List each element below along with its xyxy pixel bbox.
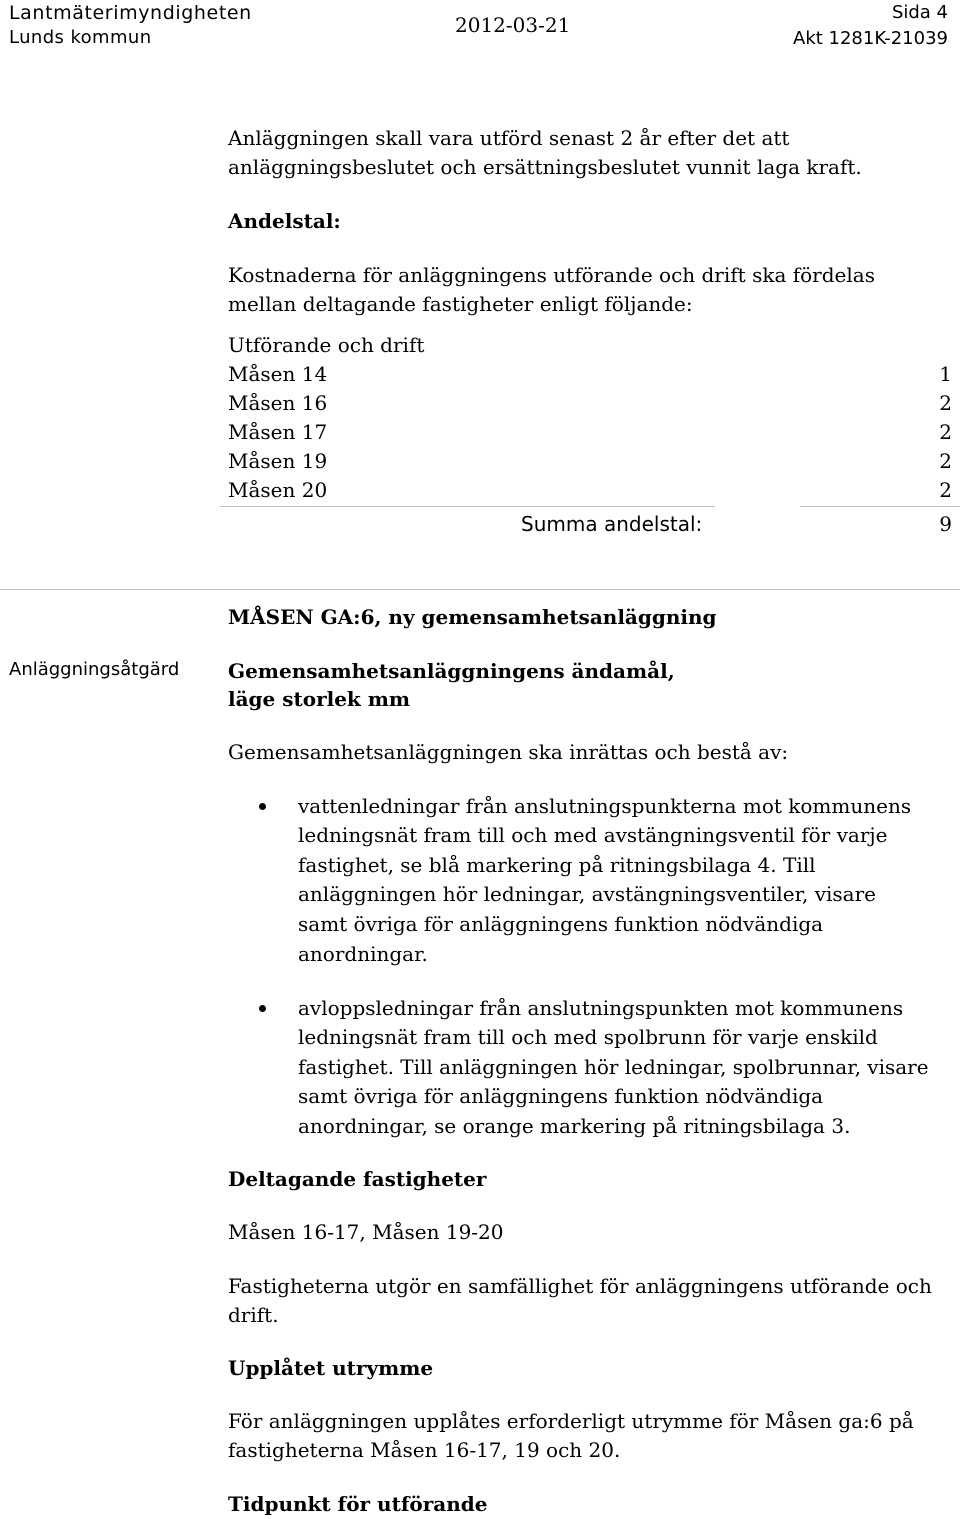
samfallighet-line-2: drift. bbox=[228, 1303, 279, 1327]
subheading-line-2: läge storlek mm bbox=[228, 687, 411, 711]
header-page: Sida 4 bbox=[891, 2, 948, 23]
intro-line-1: Anläggningen skall vara utförd senast 2 år efter det att bbox=[228, 126, 790, 150]
header-date: 2012-03-21 bbox=[455, 13, 571, 37]
bullet-1-line: anläggningen hör ledningar, avstängningsventiler, visare bbox=[298, 882, 876, 906]
side-label: Anläggningsåtgärd bbox=[9, 659, 180, 680]
section-title: MÅSEN GA:6, ny gemensamhetsanläggning bbox=[228, 605, 717, 629]
andelstal-desc-2: mellan deltagande fastigheter enligt följande: bbox=[228, 292, 693, 316]
bullet-2-line: ledningsnät fram till och med spolbrunn för varje enskild bbox=[298, 1025, 878, 1049]
section-divider bbox=[0, 589, 960, 590]
time-heading: Tidpunkt för utförande bbox=[228, 1492, 488, 1516]
sum-rule-left bbox=[220, 506, 715, 507]
participants-heading: Deltagande fastigheter bbox=[228, 1167, 487, 1191]
bullet-2-line: fastighet. Till anläggningen hör ledningar, spolbrunnar, visare bbox=[298, 1055, 929, 1079]
space-line-1: För anläggningen upplåtes erforderligt utrymme för Måsen ga:6 på bbox=[228, 1409, 914, 1433]
share-row-value: 2 bbox=[939, 391, 952, 415]
space-line-2: fastigheterna Måsen 16-17, 19 och 20. bbox=[228, 1438, 621, 1462]
bullet-marker bbox=[259, 1005, 266, 1012]
share-row-name: Måsen 16 bbox=[228, 391, 328, 415]
bullet-1-line: vattenledningar från anslutningspunkterna mot kommunens bbox=[298, 794, 912, 818]
samfallighet-line-1: Fastigheterna utgör en samfällighet för anläggningens utförande och bbox=[228, 1274, 932, 1298]
share-row-name: Måsen 19 bbox=[228, 449, 328, 473]
share-row-value: 1 bbox=[939, 362, 952, 386]
share-row-name: Måsen 20 bbox=[228, 478, 328, 502]
sum-label: Summa andelstal: bbox=[521, 512, 703, 536]
header-case: Akt 1281K-21039 bbox=[793, 28, 948, 49]
share-row-value: 2 bbox=[939, 420, 952, 444]
share-row-name: Måsen 17 bbox=[228, 420, 328, 444]
bullet-2-line: samt övriga för anläggningens funktion nödvändiga bbox=[298, 1084, 824, 1108]
andelstal-desc-1: Kostnaderna för anläggningens utförande och drift ska fördelas bbox=[228, 263, 875, 287]
andelstal-heading: Andelstal: bbox=[228, 209, 341, 233]
share-row-value: 2 bbox=[939, 449, 952, 473]
space-heading: Upplåtet utrymme bbox=[228, 1356, 434, 1380]
bullet-1-line: samt övriga för anläggningens funktion nödvändiga bbox=[298, 912, 824, 936]
bullet-2-line: anordningar, se orange markering på ritningsbilaga 3. bbox=[298, 1114, 851, 1138]
sum-value: 9 bbox=[939, 512, 952, 536]
share-row-value: 2 bbox=[939, 478, 952, 502]
andelstal-column-header: Utförande och drift bbox=[228, 333, 425, 357]
participants-text: Måsen 16-17, Måsen 19-20 bbox=[228, 1220, 504, 1244]
subheading-line-1: Gemensamhetsanläggningens ändamål, bbox=[228, 659, 675, 683]
bullet-marker bbox=[259, 803, 266, 810]
sum-rule-right bbox=[800, 506, 960, 507]
lead-text: Gemensamhetsanläggningen ska inrättas och bestå av: bbox=[228, 740, 789, 764]
intro-line-2: anläggningsbeslutet och ersättningsbeslutet vunnit laga kraft. bbox=[228, 155, 862, 179]
bullet-1-line: anordningar. bbox=[298, 942, 428, 966]
bullet-1-line: ledningsnät fram till och med avstängningsventil för varje bbox=[298, 823, 888, 847]
bullet-2-line: avloppsledningar från anslutningspunkten mot kommunens bbox=[298, 996, 904, 1020]
header-municipality: Lunds kommun bbox=[9, 27, 152, 48]
share-row-name: Måsen 14 bbox=[228, 362, 328, 386]
header-org: Lantmäterimyndigheten bbox=[9, 2, 252, 24]
bullet-1-line: fastighet, se blå markering på ritningsbilaga 4. Till bbox=[298, 853, 816, 877]
